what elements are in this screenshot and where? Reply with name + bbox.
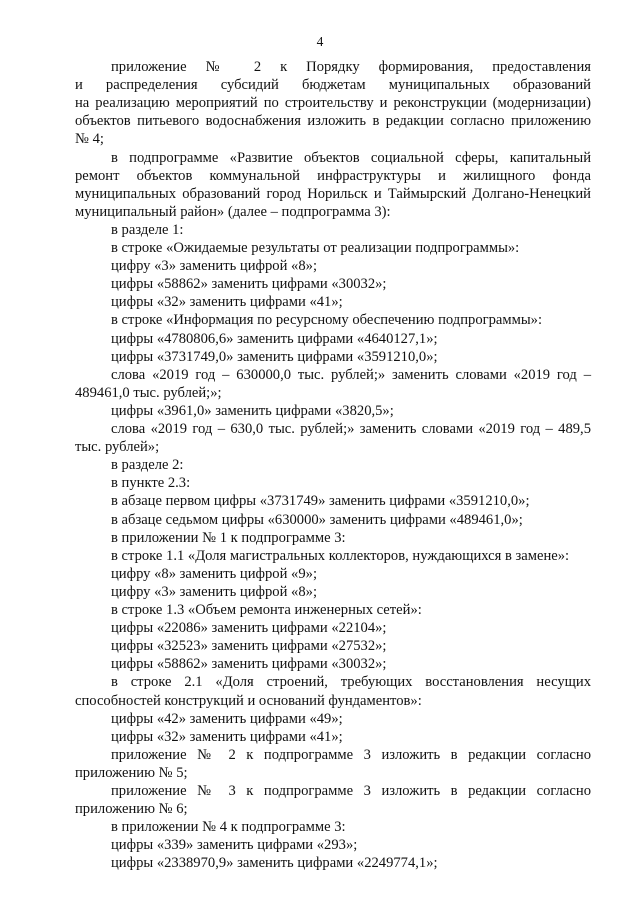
text-line: в разделе 2: xyxy=(111,457,184,474)
text-line: на реализацию мероприятий по строительству и реконструкции (модернизации) xyxy=(75,95,591,112)
text-line: в строке «Информация по ресурсному обеспечению подпрограммы»: xyxy=(111,312,543,329)
text-line: в приложении № 1 к подпрограмме 3: xyxy=(111,529,346,546)
text-line: приложению № 6; xyxy=(75,801,188,818)
text-line: в приложении № 4 к подпрограмме 3: xyxy=(111,819,346,836)
text-line: цифры «32» заменить цифрами «41»; xyxy=(111,728,343,745)
text-line: в подпрограмме «Развитие объектов социальной сферы, капитальный xyxy=(111,149,591,166)
text-line: в абзаце первом цифры «3731749» заменить цифрами «3591210,0»; xyxy=(111,493,530,510)
text-line: в строке «Ожидаемые результаты от реализации подпрограммы»: xyxy=(111,240,520,256)
text-line: цифры «22086» заменить цифрами «22104»; xyxy=(111,620,387,637)
text-line: слова «2019 год – 630,0 тыс. рублей;» заменить словами «2019 год – 489,5 xyxy=(111,421,591,437)
text-line: в разделе 1: xyxy=(111,221,184,238)
text-line: ремонт объектов коммунальной инфраструктуры и жилищного фонда xyxy=(75,167,591,184)
text-line: цифры «3961,0» заменить цифрами «3820,5»; xyxy=(111,402,394,419)
text-line: в строке 1.3 «Объем ремонта инженерных сетей»: xyxy=(111,602,422,618)
page-number: 4 xyxy=(316,34,324,49)
text-line: цифры «32» заменить цифрами «41»; xyxy=(111,294,343,311)
text-line: цифры «58862» заменить цифрами «30032»; xyxy=(111,656,387,673)
text-line: 489461,0 тыс. рублей;»; xyxy=(75,384,222,401)
text-line: объектов питьевого водоснабжения изложить в редакции согласно приложению xyxy=(75,113,591,130)
text-line: цифры «3731749,0» заменить цифрами «3591210,0»; xyxy=(111,348,438,365)
text-line: цифры «339» заменить цифрами «293»; xyxy=(111,837,358,854)
text-line: цифры «32523» заменить цифрами «27532»; xyxy=(111,638,387,655)
text-line: способностей конструкций и оснований фундаментов»: xyxy=(75,692,422,709)
text-line: в абзаце седьмом цифры «630000» заменить цифрами «489461,0»; xyxy=(111,511,523,528)
text-line: приложение № 3 к подпрограмме 3 изложить в редакции согласно xyxy=(111,783,591,799)
text-line: цифру «3» заменить цифрой «8»; xyxy=(111,583,317,600)
text-line: цифры «2338970,9» заменить цифрами «2249774,1»; xyxy=(111,855,438,872)
text-line: № 4; xyxy=(75,131,104,148)
text-line: в пункте 2.3: xyxy=(111,475,191,492)
text-line: муниципальных образований город Норильск и Таймырский Долгано-Ненецкий xyxy=(75,185,591,202)
text-line: в строке 2.1 «Доля строений, требующих восстановления несущих xyxy=(111,674,591,691)
text-line: цифры «58862» заменить цифрами «30032»; xyxy=(111,276,387,293)
text-line: тыс. рублей»; xyxy=(75,439,160,456)
text-line: цифру «3» заменить цифрой «8»; xyxy=(111,258,317,275)
text-line: приложение № 2 к Порядку формирования, предоставления xyxy=(111,59,591,75)
text-line: цифры «4780806,6» заменить цифрами «4640127,1»; xyxy=(111,330,438,347)
text-line: приложение № 2 к подпрограмме 3 изложить в редакции согласно xyxy=(111,746,591,763)
text-line: слова «2019 год – 630000,0 тыс. рублей;» заменить словами «2019 год – xyxy=(111,366,591,383)
text-line: и распределения субсидий бюджетам муниципальных образований xyxy=(75,77,591,94)
text-line: муниципальный район» (далее – подпрограмма 3): xyxy=(75,203,391,220)
text-line: приложению № 5; xyxy=(75,764,188,781)
text-line: цифру «8» заменить цифрой «9»; xyxy=(111,565,317,582)
text-line: в строке 1.1 «Доля магистральных коллекторов, нуждающихся в замене»: xyxy=(111,547,570,564)
text-line: цифры «42» заменить цифрами «49»; xyxy=(111,710,343,727)
